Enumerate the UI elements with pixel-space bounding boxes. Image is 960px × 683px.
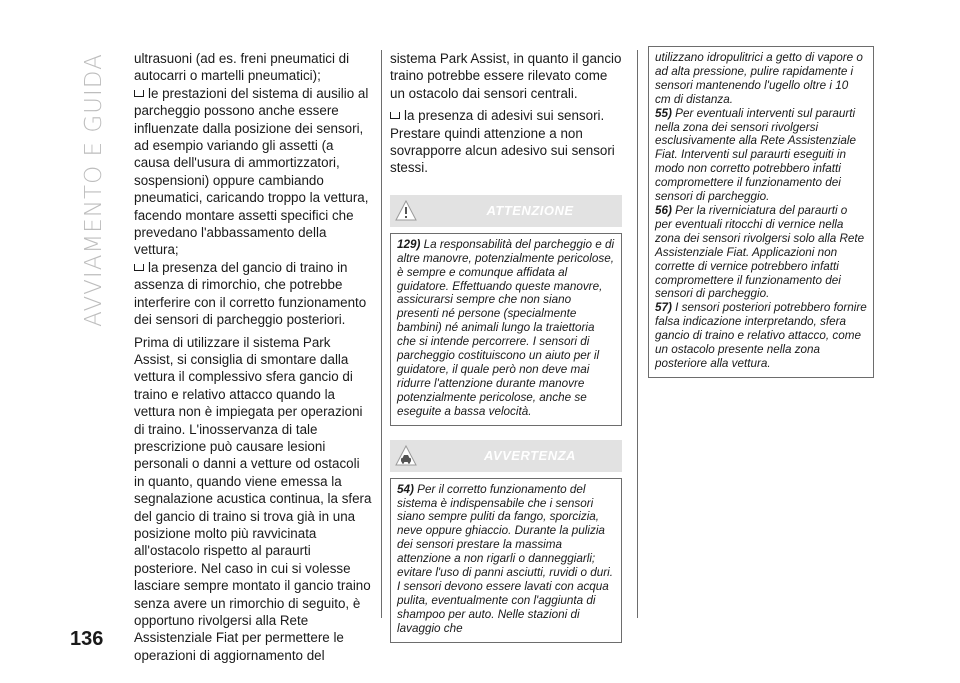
- note-57-number: 57): [655, 301, 672, 315]
- col1-bullet-performance: le prestazioni del sistema di ausilio al parcheggio possono anche essere influenzate dalla posizione dei sensori, ad esempio variando gli assetti (a causa dell'usura di ammortizzatori, sospensioni) oppure cambiando pneumatici, caricando troppo la vettura, facendo montare assetti specifici che prevedano l'abbassamento della vettura;: [134, 85, 372, 259]
- section-title: AVVIAMENTO E GUIDA: [81, 53, 107, 327]
- avvertenza-number: 54): [397, 482, 414, 496]
- avvertenza-title: AVVERTENZA: [484, 447, 576, 463]
- note-55-text: Per eventuali interventi sul paraurti nella zona dei sensori rivolgersi esclusivamente alla Rete Assistenziale Fiat. Interventi sul paraurti eseguiti in modo non corretto potrebbero infatti compromettere il funzionamento dei sensori di parcheggio.: [655, 106, 856, 204]
- section-side-label: [74, 52, 114, 328]
- column-divider-2: [637, 50, 638, 618]
- note-56-text: Per la riverniciatura del paraurti o per eventuali ritocchi di vernice nella zona dei sensori rivolgersi solo alla Rete Assistenziale Fiat. Applicazioni non corrette di vernice potrebbero infatti compromettere il funzionamento dei sensori di parcheggio.: [655, 203, 865, 301]
- note-56: [655, 204, 867, 301]
- attenzione-text: La responsabilità del parcheggio e di altre manovre, potenzialmente pericolose, è sempre e comunque affidata al guidatore. Effettuando queste manovre, assicurarsi sempre che non siano presenti né persone (specialmente bambini) né animali lungo la traiettoria che si intende percorrere. I sensori di parcheggio costituiscono un aiuto per il guidatore, il quale però non deve mai ridurre l'attenzione durante manovre potenzialmente pericolose, anche se eseguite a bassa velocità.: [397, 237, 615, 418]
- avvertenza-continued-box: [648, 46, 874, 378]
- column-2: [390, 50, 622, 643]
- col2-bullet-stickers: la presenza di adesivi sui sensori. Prestare quindi attenzione a non sovrapporre alcun adesivo sui sensori stessi.: [390, 107, 622, 177]
- attenzione-number: 129): [397, 237, 421, 251]
- avvertenza-text: Per il corretto funzionamento del sistema è indispensabile che i sensori siano sempre puliti da fango, sporcizia, neve oppure ghiaccio. Durante la pulizia dei sensori prestare la massima attenzione a non rigarli o danneggiarli; evitare l'uso di panni asciutti, ruvidi o duri. I sensori devono essere lavati con acqua pulita, eventualmente con l'aggiunta di shampoo per auto. Nelle stazioni di lavaggio che: [397, 482, 613, 635]
- note-57-text: I sensori posteriori potrebbero fornire falsa indicazione interpretando, sfera gancio di traino e relativo attacco, come un ostacolo presente nella zona posteriore alla vettura.: [655, 301, 867, 370]
- avvertenza-continued-text: utilizzano idropulitrici a getto di vapore o ad alta pressione, pulire rapidamente i sensori mantenendo l'ugello oltre i 10 cm di distanza.: [655, 51, 863, 106]
- attenzione-title: ATTENZIONE: [486, 202, 574, 218]
- page-number: 136: [70, 628, 104, 650]
- col2-paragraph-1: sistema Park Assist, in quanto il gancio traino potrebbe essere rilevato come un ostacolo dai sensori centrali.: [390, 51, 622, 101]
- col1-paragraph-1: ultrasuoni (ad es. freni pneumatici di autocarri o martelli pneumatici);: [134, 51, 350, 84]
- avvertenza-banner: [390, 440, 622, 472]
- col1-bullet-tow-hook: la presenza del gancio di traino in assenza di rimorchio, che potrebbe interferire con il corretto funzionamento dei sensori di parcheggio posteriori.: [134, 259, 372, 329]
- column-divider-1: [381, 50, 382, 618]
- column-1: [134, 50, 372, 664]
- note-55-number: 55): [655, 106, 672, 120]
- note-57: [655, 301, 867, 371]
- avvertenza-box: [390, 478, 622, 643]
- note-55: [655, 107, 867, 204]
- note-56-number: 56): [655, 203, 672, 217]
- attenzione-banner: [390, 195, 622, 227]
- column-3: [648, 50, 874, 378]
- col1-paragraph-park-assist: Prima di utilizzare il sistema Park Assist, si consiglia di smontare dalla vettura il complessivo sfera gancio di traino e relativo attacco quando la vettura non è impiegata per operazioni di traino. L'inosservanza di tale prescrizione può causare lesioni personali o danni a vetture od ostacoli in quanto, quando viene emessa la segnalazione acustica continua, la sfera del gancio di traino si trova già in una posizione molto più ravvicinata all'ostacolo rispetto al paraurti posteriore. Nel caso in cui si volesse lasciare sempre montato il gancio traino senza avere un rimorchio di seguito, è opportuno rivolgersi alla Rete Assistenziale Fiat per permettere le operazioni di aggiornamento del: [134, 334, 372, 663]
- attenzione-box: [390, 233, 622, 426]
